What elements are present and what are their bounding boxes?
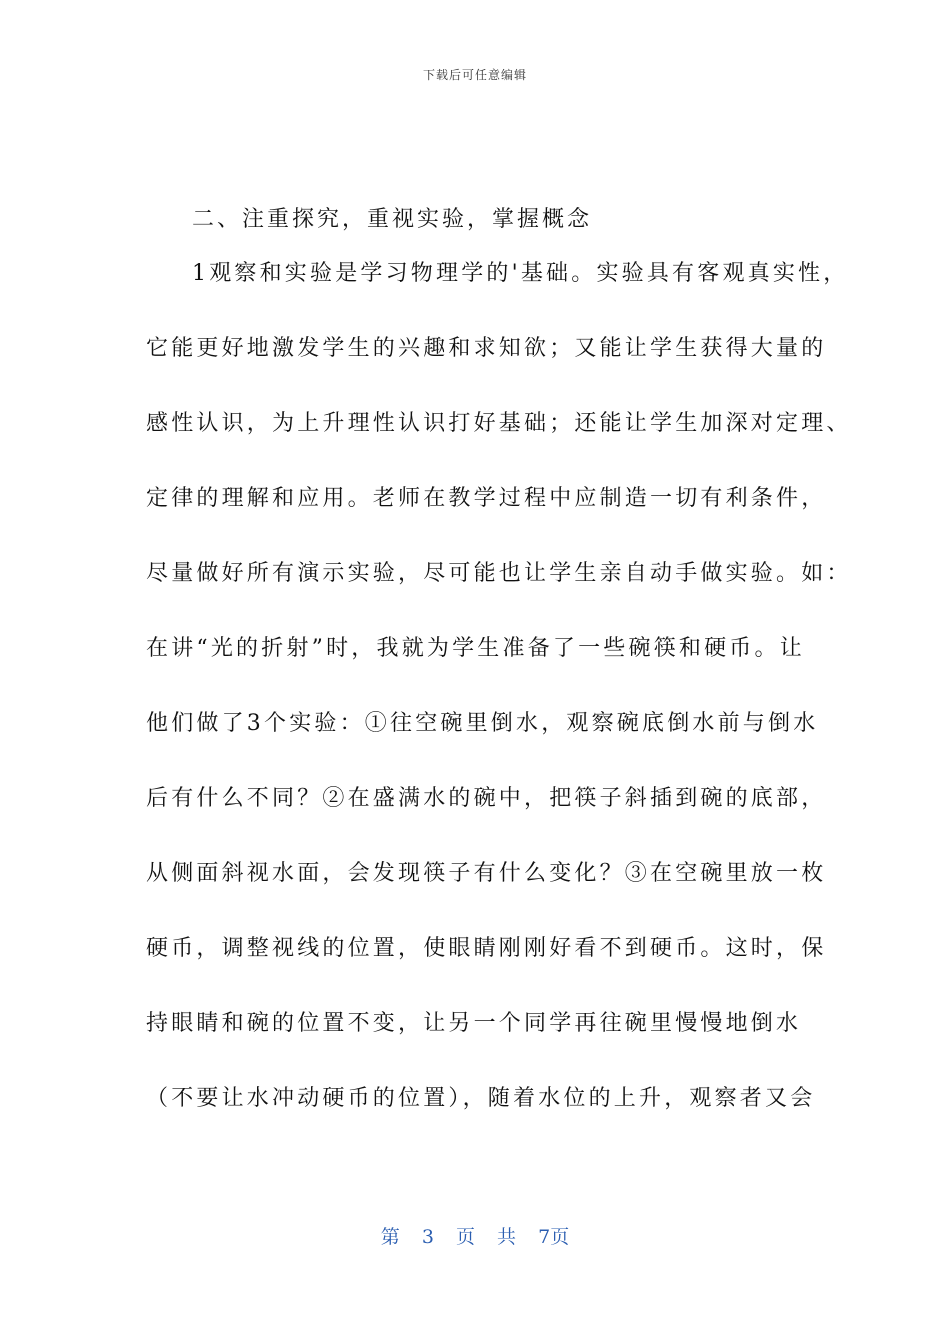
page-label-prefix: 第 [380, 1226, 400, 1248]
paragraph-line: 从侧面斜视水面，会发现筷子有什么变化？③在空碗里放一枚 [146, 861, 827, 886]
paragraph-line: 在讲“光的折射”时，我就为学生准备了一些碗筷和硬币。让 [146, 636, 805, 661]
paragraph-line: 硬币，调整视线的位置，使眼睛刚刚好看不到硬币。这时，保 [146, 936, 827, 961]
paragraph-line: 它能更好地激发学生的兴趣和求知欲；又能让学生获得大量的 [146, 336, 827, 361]
page-label-mid: 页 [455, 1226, 475, 1248]
total-pages: 7页 [538, 1226, 570, 1248]
page-number-footer [0, 1222, 950, 1249]
paragraph-line: 后有什么不同？②在盛满水的碗中，把筷子斜插到碗的底部， [146, 786, 827, 811]
paragraph-line: 1观察和实验是学习物理学的'基础。实验具有客观真实性， [192, 261, 849, 286]
section-heading: 二、注重探究，重视实验，掌握概念 [192, 207, 593, 232]
paragraph-line: 感性认识，为上升理性认识打好基础；还能让学生加深对定理、 [146, 411, 852, 436]
paragraph-line: （不要让水冲动硬币的位置），随着水位的上升，观察者又会 [146, 1086, 816, 1111]
paragraph-line: 持眼睛和碗的位置不变，让另一个同学再往碗里慢慢地倒水 [146, 1011, 802, 1036]
header-note: 下载后可任意编辑 [422, 68, 527, 82]
paragraph-line: 定律的理解和应用。老师在教学过程中应制造一切有利条件， [146, 486, 827, 511]
paragraph-line: 他们做了3个实验：①往空碗里倒水，观察碗底倒水前与倒水 [146, 711, 819, 736]
total-label: 共 [497, 1226, 517, 1248]
paragraph-line: 尽量做好所有演示实验，尽可能也让学生亲自动手做实验。如： [146, 561, 852, 586]
current-page-number: 3 [421, 1226, 434, 1248]
